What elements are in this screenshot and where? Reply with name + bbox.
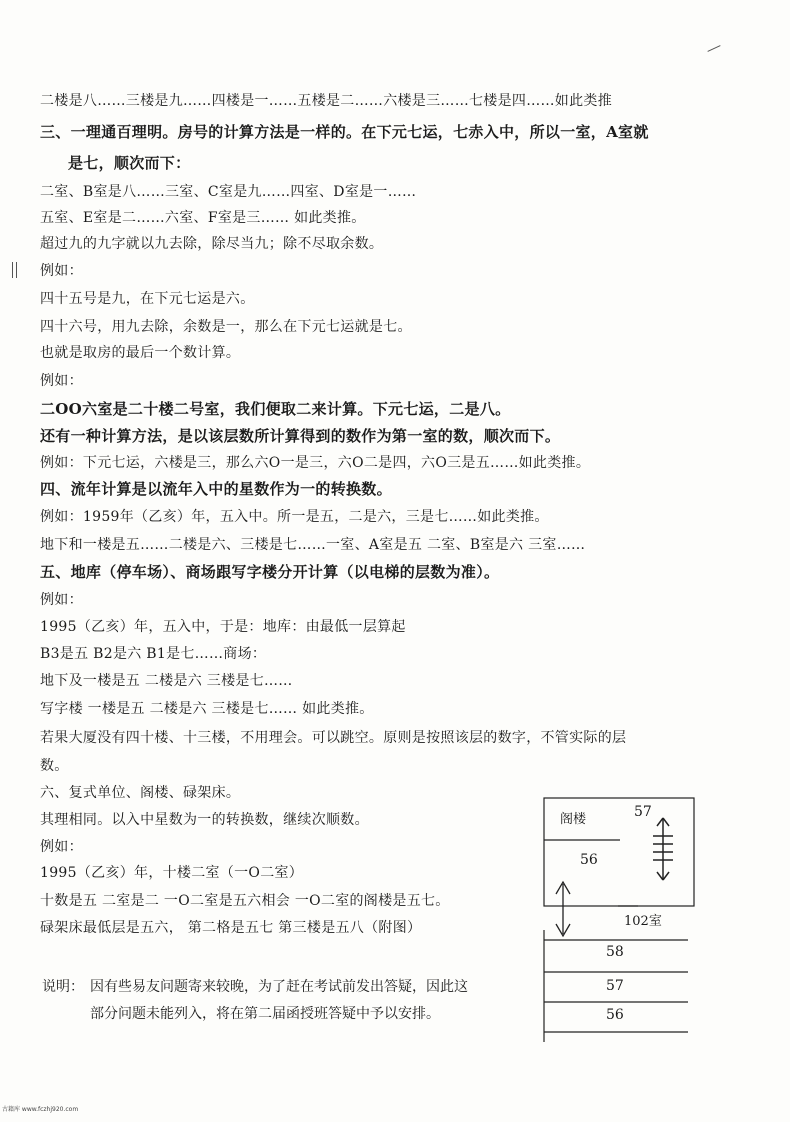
text-line: 地下和一楼是五……二楼是六、三楼是七……一室、A室是五 二室、B室是六 三室……	[40, 537, 586, 553]
text-line: 例如：下元七运，六楼是三，那么六O一是三，六O二是四，六O三是五……如此类推。	[40, 455, 591, 471]
text-line: 其理相同。以入中星数为一的转换数，继续次顺数。	[40, 812, 369, 828]
section-heading: 五、地库（停车场）、商场跟写字楼分开计算（以电梯的层数为准）。	[40, 563, 500, 581]
attic-value: 57	[634, 804, 652, 820]
bunk-level-bottom: 56	[606, 1007, 624, 1023]
text-line: 1995（乙亥）年，五入中，于是：地库：由最低一层算起	[40, 619, 406, 635]
text-line: 例如：1959年（乙亥）年，五入中。所一是五，二是六，三是七……如此类推。	[40, 509, 549, 525]
text-line: 1995（乙亥）年，十楼二室（一O二室）	[40, 865, 304, 881]
text-line: 碌架床最低层是五六， 第二格是五七 第三楼是五八（附图）	[40, 920, 422, 936]
floor-diagram	[538, 792, 708, 1042]
text-line: 数。	[40, 758, 69, 774]
room-value: 56	[580, 852, 598, 868]
text-line: 五室、E室是二……六室、F室是三…… 如此类推。	[40, 210, 366, 226]
text-line: 若果大厦没有四十楼、十三楼，不用理会。可以跳空。原则是按照该层的数字，不管实际的层	[40, 730, 627, 746]
room-label: 102室	[624, 914, 662, 929]
text-line: B3是五 B2是六 B1是七……商场：	[40, 646, 267, 662]
text-line: 写字楼 一楼是五 二楼是六 三楼是七…… 如此类推。	[40, 701, 374, 717]
text-line: 四十六号，用九去除，余数是一，那么在下元七运就是七。	[40, 319, 412, 335]
scan-mark	[12, 262, 13, 278]
bunk-level-top: 58	[606, 944, 624, 960]
text-line: 例如：	[40, 263, 83, 279]
stair-icon	[653, 818, 673, 880]
text-line: 例如：	[40, 839, 83, 855]
text-line: 超过九的九字就以九去除，除尽当九；除不尽取余数。	[40, 236, 384, 252]
diagram-lines	[538, 792, 708, 1042]
text-line: 例如：	[40, 373, 83, 389]
scan-mark	[707, 45, 720, 52]
bunk-level-middle: 57	[606, 978, 624, 994]
text-line: 二室、B室是八……三室、C室是九……四室、D室是一……	[40, 184, 417, 200]
section-heading: 三、一理通百理明。房号的计算方法是一样的。在下元七运，七赤入中，所以一室，A室就	[40, 123, 649, 141]
section-heading: 六、复式单位、阁楼、碌架床。	[40, 785, 241, 801]
note-label: 说明：	[42, 979, 84, 995]
text-line: 二OO六室是二十楼二号室，我们便取二来计算。下元七运，二是八。	[40, 400, 511, 418]
text-line: 是七，顺次而下：	[68, 154, 191, 172]
text-line: 十数是五 二室是二 一O二室是五六相会 一O二室的阁楼是五七。	[40, 893, 450, 909]
double-arrow-icon	[556, 882, 570, 936]
attic-label: 阁楼	[560, 812, 587, 827]
text-line: 四十五号是九，在下元七运是六。	[40, 291, 255, 307]
scan-mark	[16, 262, 17, 278]
note-text: 部分问题未能列入，将在第二届函授班答疑中予以安排。	[90, 1006, 440, 1022]
text-line: 还有一种计算方法，是以该层数所计算得到的数作为第一室的数，顺次而下。	[40, 427, 561, 445]
section-heading: 四、流年计算是以流年入中的星数作为一的转换数。	[40, 480, 392, 498]
note-text: 因有些易友问题寄来较晚，为了赶在考试前发出答疑，因此这	[90, 979, 468, 995]
footer-watermark: 古籍库 www.fczhj920.com	[2, 1106, 79, 1113]
text-line: 也就是取房的最后一个数计算。	[40, 345, 241, 361]
text-line: 地下及一楼是五 二楼是六 三楼是七……	[40, 673, 293, 689]
text-line: 例如：	[40, 592, 83, 608]
text-line: 二楼是八……三楼是九……四楼是一……五楼是二……六楼是三……七楼是四……如此类推	[40, 93, 612, 109]
